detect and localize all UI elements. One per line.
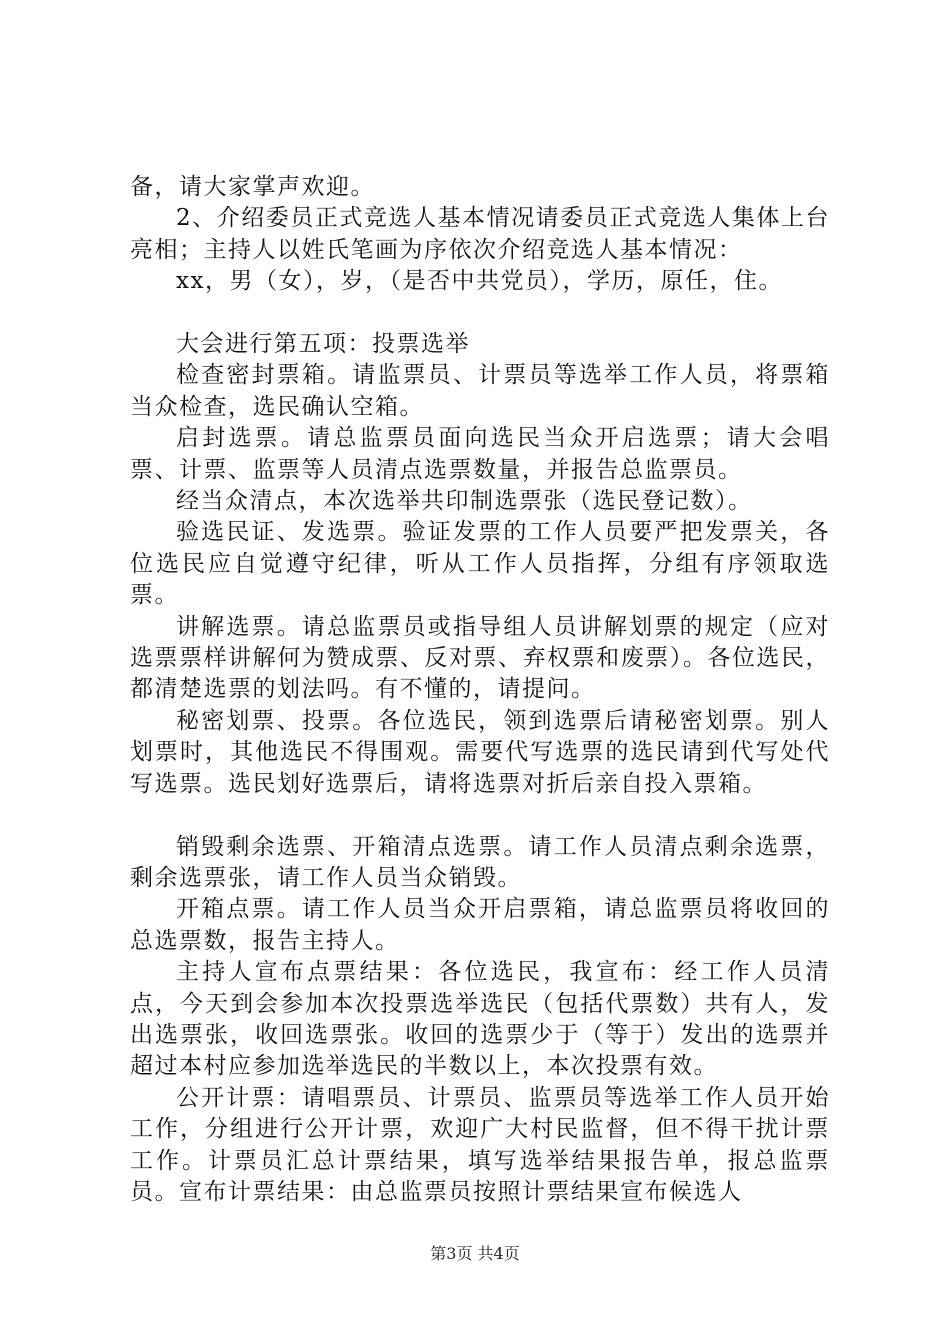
paragraph-announce-results: 主持人宣布点票结果：各位选民，我宣布：经工作人员清点，今天到会参加本次投票选举选民（包括代票数）共有人，发出选票张，收回选票张。收回的选票少于（等于）发出的选票并超过本村应参加选举选民的半数以上，本次投票有效。	[130, 959, 830, 1080]
paragraph-introduce-candidates: 2、介绍委员正式竞选人基本情况请委员正式竞选人集体上台亮相；主持人以姓氏笔画为序依次介绍竞选人基本情况：	[130, 205, 830, 263]
section-heading-voting: 大会进行第五项：投票选举	[176, 331, 470, 358]
document-body	[130, 172, 830, 1208]
paragraph-gap	[130, 800, 830, 831]
paragraph-open-box-count: 开箱点票。请工作人员当众开启票箱，请总监票员将收回的总选票数，报告主持人。	[130, 896, 830, 954]
paragraph-ballot-count: 经当众清点，本次选举共印制选票张（选民登记数）。	[176, 488, 753, 515]
paragraph-secret-voting: 秘密划票、投票。各位选民，领到选票后请秘密划票。别人划票时，其他选民不得围观。需要代写选票的选民请到代写处代写选票。选民划好选票后，请将选票对折后亲自投入票箱。	[130, 707, 830, 797]
paragraph-public-counting: 公开计票：请唱票员、计票员、监票员等选举工作人员开始工作，分组进行公开计票，欢迎广大村民监督，但不得干扰计票工作。计票员汇总计票结果，填写选举结果报告单，报总监票员。宣布计票结果：由总监票员按照计票结果宣布候选人	[130, 1084, 830, 1205]
paragraph-candidate-template: xx，男（女），岁，（是否中共党员），学历，原任，住。	[176, 268, 783, 295]
paragraph-welcome: 备，请大家掌声欢迎。	[130, 174, 375, 200]
paragraph-check-ballot-box: 检查密封票箱。请监票员、计票员等选举工作人员，将票箱当众检查，选民确认空箱。	[130, 362, 830, 420]
paragraph-destroy-remaining: 销毁剩余选票、开箱清点选票。请工作人员清点剩余选票，剩余选票张，请工作人员当众销毁。	[130, 833, 830, 891]
paragraph-gap	[130, 298, 830, 329]
page-footer: 第3页 共4页	[430, 1244, 520, 1263]
paragraph-explain-ballots: 讲解选票。请总监票员或指导组人员讲解划票的规定（应对选票票样讲解何为赞成票、反对票、弃权票和废票）。各位选民，都清楚选票的划法吗。有不懂的，请提问。	[130, 613, 830, 703]
paragraph-open-ballots: 启封选票。请总监票员面向选民当众开启选票；请大会唱票、计票、监票等人员清点选票数量，并报告总监票员。	[130, 425, 830, 483]
paragraph-distribute-ballots: 验选民证、发选票。验证发票的工作人员要严把发票关，各位选民应自觉遵守纪律，听从工作人员指挥，分组有序领取选票。	[130, 519, 830, 609]
